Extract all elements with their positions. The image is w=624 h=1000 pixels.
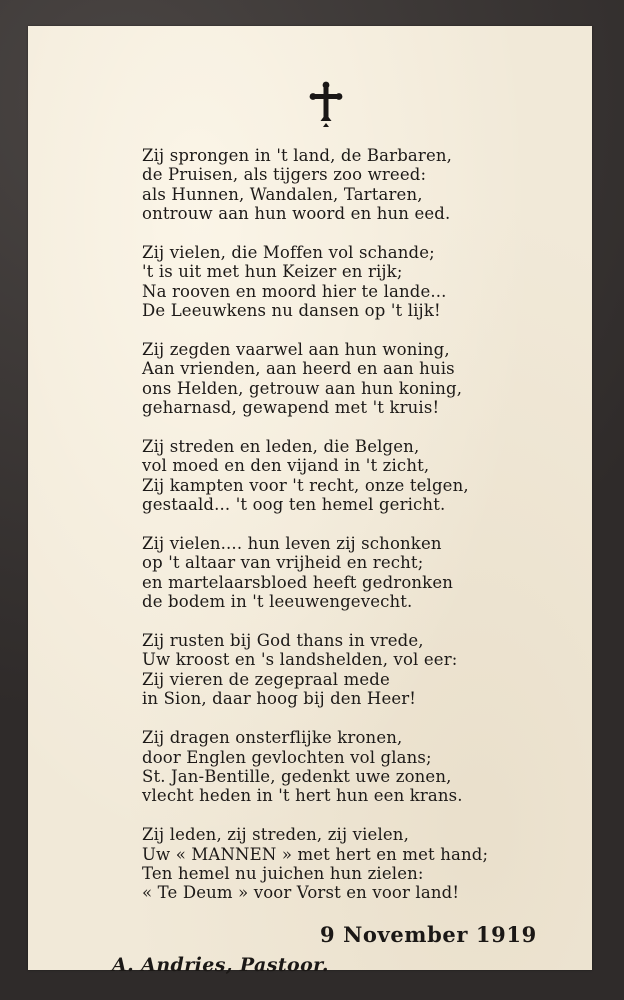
poem-line: door Englen gevlochten vol glans; [142, 747, 432, 767]
signature-line: A. Andries, Pastoor. [112, 954, 329, 976]
poem-line: « Te Deum » voor Vorst en voor land! [142, 883, 460, 903]
poem-line: Zij rusten bij God thans in vrede, [142, 631, 424, 651]
poem-line: de Pruisen, als tijgers zoo wreed: [142, 165, 427, 185]
poem-line: als Hunnen, Wandalen, Tartaren, [142, 184, 423, 204]
poem-line: Zij streden en leden, die Belgen, [142, 437, 420, 457]
cross-icon [308, 81, 344, 127]
poem-line: Zij vielen.... hun leven zij schonken [142, 534, 442, 554]
poem-line: Uw kroost en 's landshelden, vol eer: [142, 650, 458, 670]
poem-line: ontrouw aan hun woord en hun eed. [142, 204, 451, 224]
poem-line: Zij zegden vaarwel aan hun woning, [142, 340, 450, 360]
poem-line: Zij sprongen in 't land, de Barbaren, [142, 146, 453, 165]
poem-line: op 't altaar van vrijheid en recht; [142, 553, 424, 573]
poem-line: Zij leden, zij streden, zij vielen, [142, 825, 409, 845]
poem-line: De Leeuwkens nu dansen op 't lijk! [142, 301, 441, 321]
poem-line: 't is uit met hun Keizer en rijk; [142, 262, 403, 282]
date-line: 9 November 1919 [320, 922, 537, 947]
poem-line: vol moed en den vijand in 't zicht, [142, 456, 430, 476]
poem-line: vlecht heden in 't hert hun een krans. [142, 786, 463, 806]
poem-line: Uw « MANNEN » met hert en met hand; [142, 844, 489, 864]
stanza-2 [142, 243, 562, 321]
poem-line: Ten hemel nu juichen hun zielen: [142, 863, 424, 883]
poem-line: en martelaarsbloed heeft gedronken [142, 572, 454, 592]
poem-line: de bodem in 't leeuwengevecht. [142, 592, 413, 612]
stanza-8 [142, 825, 562, 903]
stanza-5 [142, 534, 562, 612]
poem-line: Na rooven en moord hier te lande... [142, 281, 447, 301]
poem-line: Zij kampten voor 't recht, onze telgen, [142, 475, 469, 495]
poem-line: St. Jan-Bentille, gedenkt uwe zonen, [142, 766, 452, 786]
poem-line: geharnasd, gewapend met 't kruis! [142, 398, 440, 418]
stanza-6 [142, 631, 562, 709]
poem-line: Zij vieren de zegepraal mede [142, 669, 390, 689]
poem-line: gestaald... 't oog ten hemel gericht. [142, 495, 446, 515]
stanza-3 [142, 340, 562, 418]
poem-line: ons Helden, getrouw aan hun koning, [142, 378, 463, 398]
poem-line: Aan vrienden, aan heerd en aan huis [142, 359, 455, 379]
poem-line: Zij dragen onsterflijke kronen, [142, 728, 403, 748]
poem-line: in Sion, daar hoog bij den Heer! [142, 689, 417, 709]
stanza-4 [142, 437, 562, 515]
stanza-7 [142, 728, 562, 806]
poem-line: Zij vielen, die Moffen vol schande; [142, 243, 435, 263]
poem [142, 146, 562, 903]
stanza-1 [142, 146, 562, 224]
memorial-card [28, 26, 592, 976]
